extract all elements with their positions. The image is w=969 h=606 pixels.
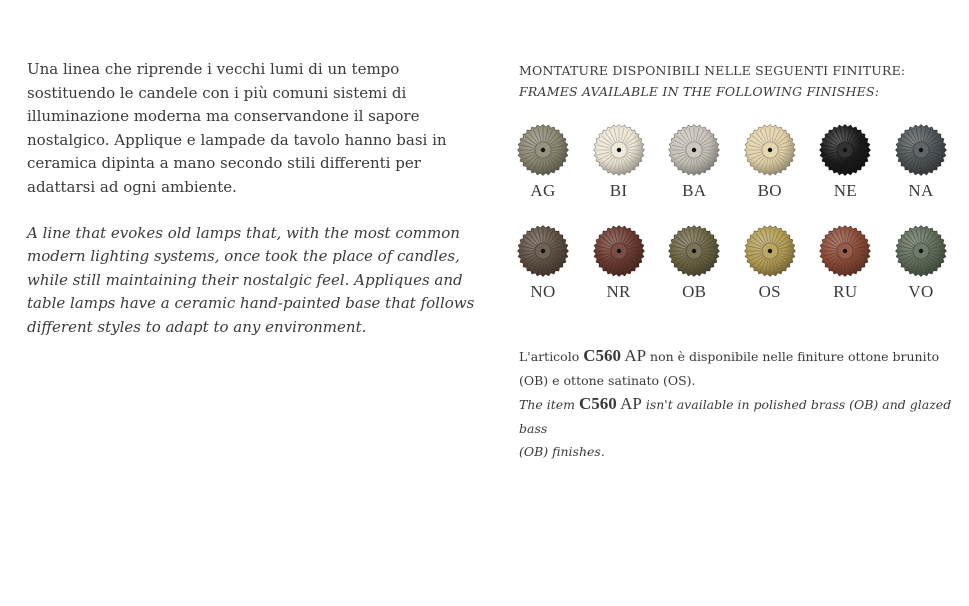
- finish-code-label: BA: [682, 181, 707, 200]
- finish-code-label: NE: [833, 181, 857, 200]
- note-italian: [519, 344, 959, 392]
- finish-code-label: BO: [757, 181, 782, 200]
- finish-swatch-ne: [818, 123, 872, 201]
- note-en-item-code: C560: [579, 394, 617, 413]
- note-it-item-suffix: AP: [624, 346, 647, 365]
- rosette-icon: [516, 224, 570, 278]
- rosette-icon: [516, 123, 570, 177]
- rosette-icon: [667, 123, 721, 177]
- finishes-heading-english: FRAMES AVAILABLE IN THE FOLLOWING FINISHES:: [519, 84, 880, 99]
- finishes-heading-italian: MONTATURE DISPONIBILI NELLE SEGUENTI FINITURE:: [519, 63, 906, 78]
- note-en-rest-1: isn't available in polished brass (OB) and glazed bass: [519, 397, 952, 436]
- finish-code-label: BI: [609, 181, 628, 200]
- rosette-icon: [592, 224, 646, 278]
- finish-swatch-bi: [592, 123, 646, 201]
- rosette-icon: [743, 224, 797, 278]
- description-italian: Una linea che riprende i vecchi lumi di un tempo sostituendo le candele con i più comuni sistemi di illuminazione moderna ma conservandone il sapore nostalgico. Applique e lampade da tavolo hanno basi in ceramica dipinta a mano secondo stili differenti per adattarsi ad ogni ambiente.: [27, 60, 447, 196]
- finish-code-label: NA: [908, 181, 934, 200]
- finish-code-label: OB: [682, 282, 707, 301]
- note-en-item-code-group: [579, 394, 642, 413]
- finish-swatch-na: [894, 123, 948, 201]
- rosette-icon: [818, 224, 872, 278]
- note-it-rest-1: non è disponibile nelle finiture ottone brunito: [650, 349, 940, 364]
- finish-swatch-ob: [667, 224, 721, 302]
- finish-swatch-no: [516, 224, 570, 302]
- rosette-icon: [667, 224, 721, 278]
- finish-code-label: NO: [530, 282, 556, 301]
- finish-code-label: AG: [530, 181, 556, 200]
- note-english: [519, 392, 959, 464]
- note-en-prefix: The item: [519, 397, 576, 412]
- availability-note: [519, 344, 959, 464]
- finish-swatch-os: [743, 224, 797, 302]
- note-it-item-code-group: [583, 346, 646, 365]
- note-en-item-suffix: AP: [620, 394, 642, 413]
- description-column: [27, 58, 487, 340]
- finish-swatch-ru: [818, 224, 872, 302]
- finish-swatch-nr: [592, 224, 646, 302]
- finish-code-label: OS: [758, 282, 781, 301]
- rosette-icon: [592, 123, 646, 177]
- finish-swatch-vo: [894, 224, 948, 302]
- finish-code-label: NR: [606, 282, 631, 301]
- rosette-icon: [894, 224, 948, 278]
- rosette-icon: [818, 123, 872, 177]
- finish-swatch-bo: [743, 123, 797, 201]
- note-it-rest-2: (OB) e ottone satinato (OS).: [519, 372, 696, 388]
- description-english: A line that evokes old lamps that, with the most common modern lighting systems, once took the place of candles, while still maintaining their nostalgic feel. Appliques and table lamps have a ceramic hand-painted base that follows different styles to adapt to any environment.: [27, 223, 475, 336]
- finishes-header: [519, 60, 959, 102]
- rosette-icon: [743, 123, 797, 177]
- note-it-prefix: L'articolo: [519, 349, 580, 364]
- rosette-icon: [894, 123, 948, 177]
- note-it-item-code: C560: [583, 346, 622, 365]
- finish-code-label: RU: [833, 282, 858, 301]
- note-en-rest-2: (OB) finishes.: [519, 444, 605, 459]
- finish-code-label: VO: [908, 282, 934, 301]
- finish-swatch-grid: [516, 123, 966, 302]
- finish-swatch-ag: [516, 123, 570, 201]
- finish-swatch-ba: [667, 123, 721, 201]
